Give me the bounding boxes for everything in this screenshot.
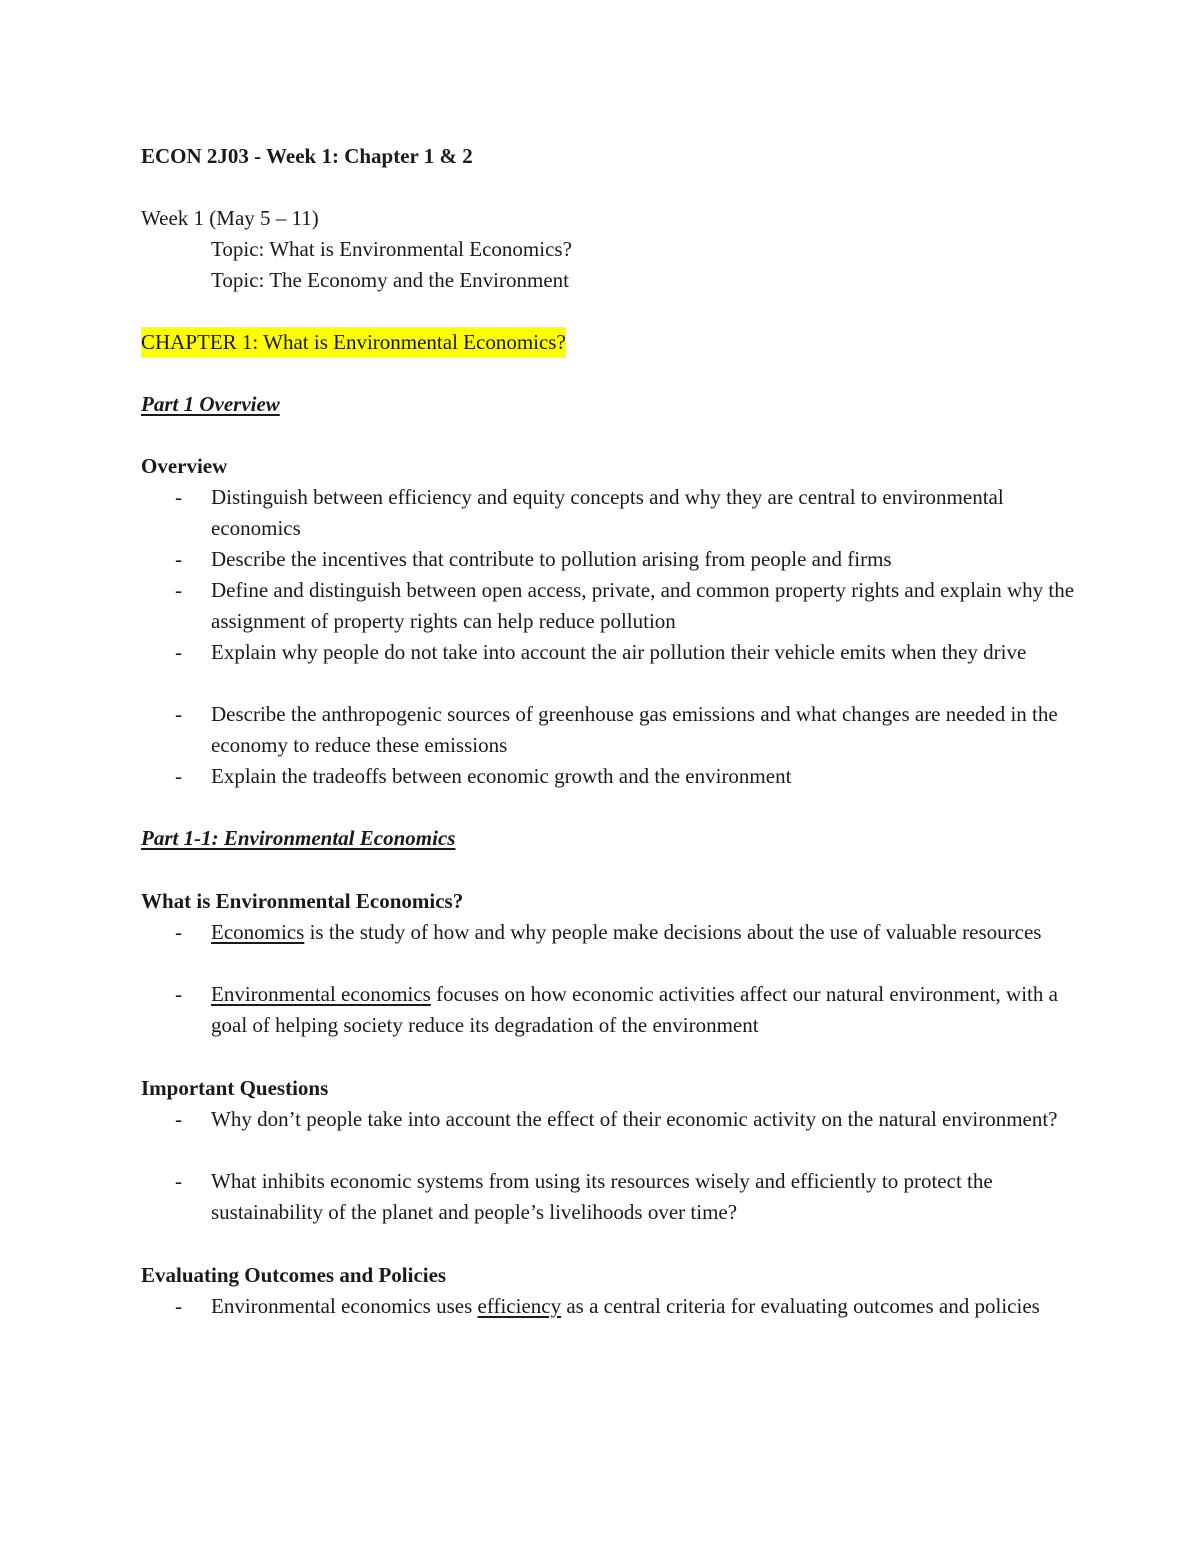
bullet-marker: - xyxy=(175,1294,182,1318)
bullet-marker: - xyxy=(175,578,182,602)
section-heading-what-is: What is Environmental Economics? xyxy=(141,889,464,913)
part-heading: Part 1 Overview xyxy=(141,392,280,416)
list-item: Describe the incentives that contribute to pollution arising from people and firms xyxy=(211,547,892,571)
definition-text: is the study of how and why people make decisions about the use of valuable resources xyxy=(304,920,1042,944)
section-heading-overview: Overview xyxy=(141,454,228,478)
topic-line: Topic: What is Environmental Economics? xyxy=(211,237,572,261)
topic-line: Topic: The Economy and the Environment xyxy=(211,268,569,292)
bullet-marker: - xyxy=(175,1169,182,1193)
chapter-heading: CHAPTER 1: What is Environmental Economics? xyxy=(141,327,566,358)
bullet-marker: - xyxy=(175,982,182,1006)
bullet-marker: - xyxy=(175,764,182,788)
bullet-marker: - xyxy=(175,1107,182,1131)
document-title: ECON 2J03 - Week 1: Chapter 1 & 2 xyxy=(141,144,473,168)
list-item: Why don’t people take into account the effect of their economic activity on the natural environment? xyxy=(211,1107,1058,1131)
sentence-end: as a central criteria for evaluating outcomes and policies xyxy=(561,1294,1040,1318)
list-item: Describe the anthropogenic sources of greenhouse gas emissions and what changes are needed in the economy to reduce these emissions xyxy=(211,702,1058,757)
definition-text: focuses on how economic activities affect our natural environment, with a goal of helping society reduce its degradation of the environment xyxy=(211,982,1058,1037)
list-item xyxy=(211,979,1091,1041)
defined-term: Economics xyxy=(211,920,305,944)
defined-term: efficiency xyxy=(477,1294,562,1318)
bullet-marker: - xyxy=(175,920,182,944)
list-item xyxy=(211,1291,1091,1322)
bullet-marker: - xyxy=(175,485,182,509)
list-item: Define and distinguish between open access, private, and common property rights and explain why the assignment of property rights can help reduce pollution xyxy=(211,578,1075,633)
bullet-marker: - xyxy=(175,702,182,726)
list-item: Distinguish between efficiency and equity concepts and why they are central to environmental economics xyxy=(211,485,1004,540)
bullet-marker: - xyxy=(175,547,182,571)
section-heading-questions: Important Questions xyxy=(141,1076,329,1100)
list-item xyxy=(211,917,1091,948)
sentence-start: Environmental economics uses xyxy=(211,1294,478,1318)
week-label: Week 1 (May 5 – 11) xyxy=(141,206,319,230)
list-item: What inhibits economic systems from using its resources wisely and efficiently to protect the sustainability of the planet and people’s livelihoods over time? xyxy=(211,1169,993,1224)
bullet-marker: - xyxy=(175,640,182,664)
part-heading: Part 1-1: Environmental Economics xyxy=(141,826,456,850)
defined-term: Environmental economics xyxy=(211,982,431,1006)
list-item: Explain why people do not take into account the air pollution their vehicle emits when they drive xyxy=(211,640,1027,664)
list-item: Explain the tradeoffs between economic growth and the environment xyxy=(211,764,792,788)
section-heading-evaluating: Evaluating Outcomes and Policies xyxy=(141,1263,447,1287)
